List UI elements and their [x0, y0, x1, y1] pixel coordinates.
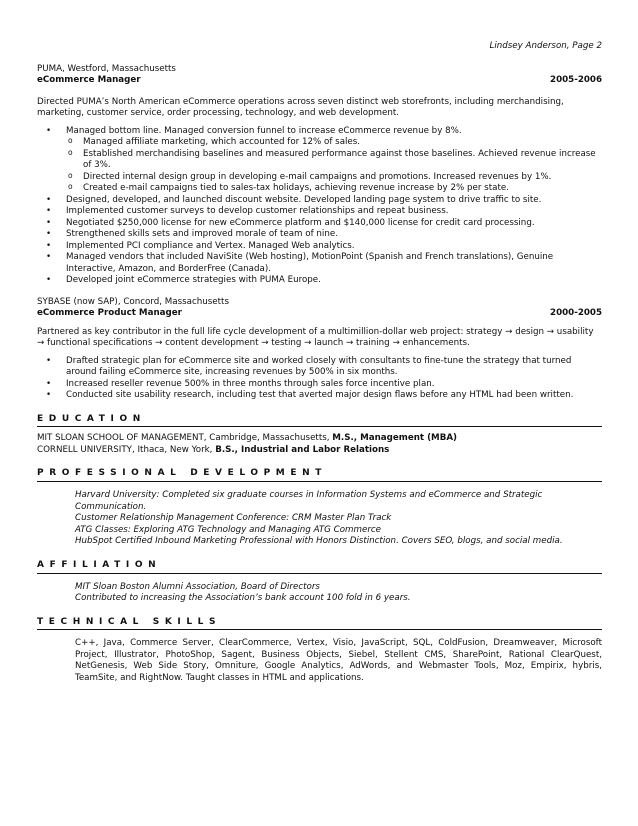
job-puma: [37, 64, 602, 287]
job-dates: 2005-2006: [550, 75, 602, 86]
sub-list-item: o Created e-mail campaigns tied to sales-tax holidays, achieving revenue increase by 2% per state.: [66, 183, 602, 194]
job-summary: Partnered as key contributor in the full life cycle development of a multimillion-dollar web project: strategy → design → usability → functional specifications → content development → testing → launch → training → enhancements.: [37, 326, 594, 349]
section-heading-affiliation: [37, 560, 602, 574]
school-name: CORNELL UNIVERSITY, Ithaca, New York,: [37, 444, 216, 455]
section-heading-text: TECHNICAL SKILLS: [37, 616, 222, 627]
section-heading-text: AFFILIATION: [37, 559, 162, 570]
section-heading-text: EDUCATION: [37, 413, 146, 424]
section-heading-professional-development: [37, 468, 602, 482]
list-item: • Drafted strategic plan for eCommerce site and worked closely with consultants to fine-tune the strategy that turned around failing eCommerce site, increasing revenues by 500% in six months.: [37, 356, 602, 379]
job-company: PUMA, Westford, Massachusetts: [37, 64, 176, 74]
job-company: SYBASE (now SAP), Concord, Massachusetts: [37, 296, 229, 307]
sub-list-item: o Established merchandising baselines and measured performance against those baselines. Achieved revenue increase of 3%.: [66, 149, 602, 172]
list-item: • Strengthened skills sets and improved morale of team of nine.: [37, 229, 602, 240]
degree: M.S., Management (MBA): [332, 433, 458, 444]
job-summary: Directed PUMA’s North American eCommerce operations across seven distinct web storefronts, including merchandising, marketing, customer service, order processing, technology, and web development.: [37, 96, 564, 119]
resume-page: [37, 0, 602, 684]
section-heading-text: PROFESSIONAL DEVELOPMENT: [37, 468, 327, 479]
list-item: Customer Relationship Management Conference: CRM Master Plan Track: [75, 513, 392, 524]
professional-development-list: [37, 490, 602, 547]
sub-bullets: [66, 137, 602, 194]
list-item: Harvard University: Completed six graduate courses in Information Systems and eCommerce and Strategic Communication.: [75, 490, 543, 512]
list-item: • Developed joint eCommerce strategies with PUMA Europe.: [37, 275, 602, 286]
list-item: MIT Sloan Boston Alumni Association, Board of Directors: [75, 581, 320, 592]
section-heading-technical-skills: [37, 617, 602, 631]
list-item: • Increased reseller revenue 500% in three months through sales force incentive plan.: [37, 379, 602, 390]
list-item: • Designed, developed, and launched discount website. Developed landing page system to drive traffic to site.: [37, 195, 602, 206]
technical-skills-text: C++, Java, Commerce Server, ClearCommerce, Vertex, Visio, JavaScript, SQL, ColdFusion, Dreamweaver, Microsoft Project, Illustrator, PhotoShop, Sagent, Business Objects, Siebel, Stellent CMS, SharePoint, Rational ClearQuest, NetGenesis, Web Side Story, Omniture, Google Analytics, AdWords, and Webmaster Tools, Moz, Empirix, hybris, TeamSite, and RightNow. Taught classes in HTML and applications.: [75, 638, 602, 683]
sub-list-item: o Managed affiliate marketing, which accounted for 12% of sales.: [66, 137, 602, 148]
affiliation-list: [37, 582, 602, 605]
job-bullets: [37, 356, 602, 402]
list-item: • Implemented PCI compliance and Vertex. Managed Web analytics.: [37, 241, 602, 252]
list-item: • Conducted site usability research, including test that averted major design flaws before any HTML had been written.: [37, 390, 602, 401]
list-item: [37, 126, 602, 195]
list-item: • Negotiated $250,000 license for new eCommerce platform and $140,000 license for credit card processing.: [37, 218, 602, 229]
section-heading-education: [37, 414, 602, 428]
job-title: eCommerce Manager: [37, 75, 141, 86]
job-title-row: [37, 75, 602, 86]
list-item: ATG Classes: Exploring ATG Technology and Managing ATG Commerce: [75, 524, 382, 535]
list-item: Contributed to increasing the Association’s bank account 100 fold in 6 years.: [75, 593, 411, 604]
page-header-name: Lindsey Anderson, Page 2: [489, 41, 602, 51]
education-entry: [37, 445, 602, 456]
job-sybase: [37, 297, 602, 402]
job-bullets: [37, 126, 602, 287]
list-item: HubSpot Certified Inbound Marketing Professional with Honors Distinction. Covers SEO, blogs, and social media.: [75, 536, 563, 547]
list-item: • Implemented customer surveys to develop customer relationships and repeat business.: [37, 206, 602, 217]
education-entry: [37, 433, 602, 444]
degree: B.S., Industrial and Labor Relations: [215, 444, 390, 455]
sub-list-item: o Directed internal design group in developing e-mail campaigns and promotions. Increased revenues by 1%.: [66, 172, 602, 183]
education-list: [37, 433, 602, 456]
job-title: eCommerce Product Manager: [37, 308, 182, 319]
bullet-text: Managed bottom line. Managed conversion funnel to increase eCommerce revenue by 8%.: [66, 125, 462, 136]
school-name: MIT SLOAN SCHOOL OF MANAGEMENT, Cambridge, Massachusetts,: [37, 433, 333, 444]
job-dates: 2000-2005: [550, 308, 602, 319]
job-title-row: [37, 308, 602, 319]
list-item: • Managed vendors that included NaviSite (Web hosting), MotionPoint (Spanish and French translations), Genuine Interactive, Amazon, and BorderFree (Canada).: [37, 252, 602, 275]
